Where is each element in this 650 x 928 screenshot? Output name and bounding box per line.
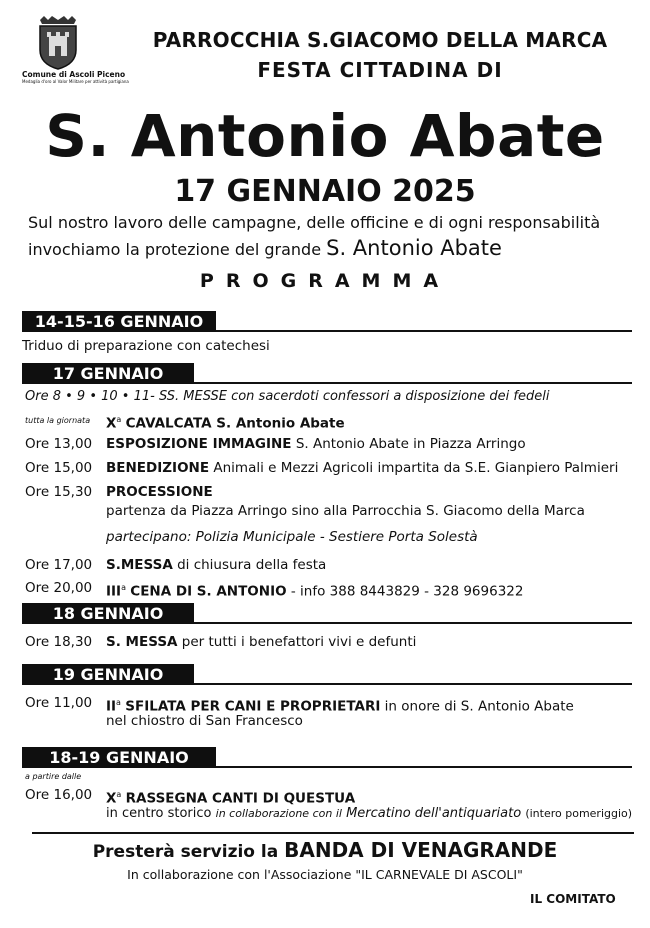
masses-line: Ore 8 • 9 • 10 • 11- SS. MESSE con sacerdoti confessori a disposizione dei fedeli [25,389,550,404]
time-15: Ore 15,00 [25,460,93,476]
time-13: Ore 13,00 [25,436,93,452]
cavalcata-line [106,411,345,433]
from-note: a partire dalle [25,772,82,781]
programma-heading: PROGRAMMA [199,270,451,292]
festival-label: FESTA CITTADINA DI [257,58,503,82]
cena-line [106,579,523,601]
section-band-14-16: 14-15-16 GENNAIO [22,311,216,332]
cena-title: CENA DI S. ANTONIO [130,583,287,600]
crest-name: Comune di Ascoli Piceno [22,70,126,79]
sfilata-title: SFILATA PER CANI E PROPRIETARI [125,698,381,715]
esposizione-title: ESPOSIZIONE IMMAGINE [106,436,292,452]
processione-route: partenza da Piazza Arringo sino alla Parrocchia S. Giacomo della Marca [106,503,585,519]
footer-rule [32,832,634,834]
triduo-text: Triduo di preparazione con catechesi [22,338,270,354]
castle-crest-icon [36,14,80,70]
benefactors-mass-title: S. MESSA [106,634,178,650]
time-18-30: Ore 18,30 [25,634,93,650]
esposizione-line [106,435,526,453]
band-announcement [0,838,650,862]
time-17: Ore 17,00 [25,557,93,573]
benedizione-detail: Animali e Mezzi Agricoli impartita da S.E. Gianpiero Palmieri [213,460,619,476]
collaboration-line: In collaborazione con l'Associazione "IL CARNEVALE DI ASCOLI" [127,867,523,882]
cavalcata-number: X [106,415,117,432]
city-crest [22,14,129,100]
esposizione-detail: S. Antonio Abate in Piazza Arringo [295,436,526,452]
rassegna-title: RASSEGNA CANTI DI QUESTUA [125,790,356,807]
intro-line-2 [28,236,502,260]
closing-mass-line [106,556,326,574]
intro-prefix: invochiamo la protezione del grande [28,240,322,259]
sfilata-location: nel chiostro di San Francesco [106,713,303,729]
crest-subtitle: Medaglia d'oro al Valor Militare per attività partigiana [22,79,129,84]
cena-number: III [106,583,122,600]
rassegna-duration: (intero pomeriggio) [525,807,633,820]
parish-name: PARROCCHIA S.GIACOMO DELLA MARCA [152,28,608,52]
cena-info: - info 388 8443829 - 328 9696322 [290,583,524,600]
time-16: Ore 16,00 [25,787,93,803]
time-15-30: Ore 15,30 [25,484,93,500]
event-date: 17 GENNAIO 2025 [174,174,476,209]
time-11: Ore 11,00 [25,695,93,711]
closing-mass-detail: di chiusura della festa [177,557,327,573]
rassegna-collab-label: in collaborazione con il [215,807,342,820]
cavalcata-sup: a [116,415,122,424]
sfilata-number: II [106,698,117,715]
rassegna-number: X [106,790,117,807]
section-band-19: 19 GENNAIO [22,664,194,685]
rassegna-location: in centro storico [106,806,212,821]
section-band-18: 18 GENNAIO [22,603,194,624]
processione-participants: partecipano: Polizia Municipale - Sestiere Porta Solestà [106,529,478,545]
page-title: S. Antonio Abate [45,102,605,170]
cena-sup: a [121,583,126,592]
allday-note: tutta la giornata [25,416,91,425]
rassegna-detail [106,805,632,823]
sfilata-detail: in onore di S. Antonio Abate [384,698,574,715]
benedizione-title: BENEDIZIONE [106,460,210,476]
intro-saint-name: S. Antonio Abate [326,236,502,260]
closing-mass-title: S.MESSA [106,557,173,573]
intro-line-1: Sul nostro lavoro delle campagne, delle officine e di ogni responsabilità [28,213,601,232]
time-20: Ore 20,00 [25,580,93,596]
band-prefix: Presterà servizio la [92,842,279,862]
processione-title: PROCESSIONE [106,484,213,500]
benefactors-mass-line [106,633,416,651]
band-name: BANDA DI VENAGRANDE [284,838,558,862]
section-band-18-19: 18-19 GENNAIO [22,747,216,768]
cavalcata-title: CAVALCATA S. Antonio Abate [125,415,345,432]
rassegna-sup: a [116,790,122,799]
benedizione-line [106,459,618,477]
section-band-17: 17 GENNAIO [22,363,194,384]
benefactors-mass-detail: per tutti i benefattori vivi e defunti [181,634,417,650]
signature: IL COMITATO [530,892,616,906]
sfilata-sup: a [116,698,121,707]
rassegna-mercatino: Mercatino dell'antiquariato [346,806,522,821]
